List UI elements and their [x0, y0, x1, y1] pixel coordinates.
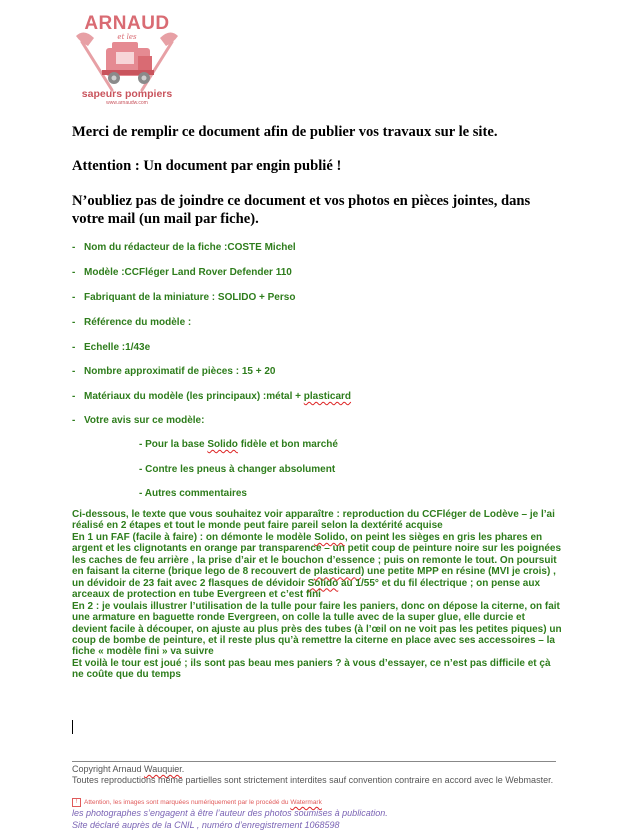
step1-text: , on peint les sièges en gris les phares en argent et les clignotants en orange par transparence – un petit coup de peinture noire sur les poignées les caches de feu arrière , la prise d’air et le bouchon d’essence ; puis on remonte le tout. On poursuit en faisant la citerne (brique lego de 8 recouvert de — [72, 531, 561, 578]
step1-text: ) une petite MPP en résine (MVI je crois) , un dévidoir de 23 fait avec 2 flasques de dévidoir — [72, 566, 556, 589]
footer-copyright — [72, 764, 184, 775]
spellcheck-word: plasticard — [313, 566, 361, 578]
warning-icon: ! — [72, 798, 81, 807]
footer-watermark-notice — [72, 798, 322, 807]
copyright-text-end: . — [181, 764, 185, 774]
field-redacteur — [72, 241, 296, 254]
bullet-dash: - — [72, 366, 76, 377]
text-cursor[interactable] — [72, 720, 73, 734]
field-avis — [72, 414, 204, 427]
field-pieces-text: Nombre approximatif de pièces : 15 + 20 — [84, 366, 276, 377]
attention-heading: Attention : Un document par engin publié ! — [72, 158, 342, 174]
field-fabriquant-text: Fabriquant de la miniature : SOLIDO + Perso — [84, 292, 296, 303]
avis-autres: - Autres commentaires — [139, 488, 247, 499]
spellcheck-word: plasticard — [303, 391, 352, 402]
body-paragraph-conclusion: Et voilà le tour est joué ; ils sont pas beau mes paniers ? à vous d’essayer, ce n’est pas difficile et çà ne coûte que du temps — [72, 657, 551, 681]
avis-pour-text: - Pour la base — [139, 439, 208, 450]
footer-reproductions: Toutes reproductions même partielles sont strictement interdites sauf convention contraire en accord avec le Webmaster. — [72, 775, 554, 785]
avis-pour — [139, 438, 338, 451]
spellcheck-word: Solido — [207, 439, 238, 450]
logo-url: www.arnaudw.com — [106, 100, 148, 106]
bullet-dash: - — [72, 242, 76, 253]
field-materiaux — [72, 390, 351, 403]
avis-contre: - Contre les pneus à changer absolument — [139, 464, 336, 475]
attachments-heading-line2: votre mail (un mail par fiche). — [72, 211, 259, 227]
logo-title: ARNAUD — [84, 13, 170, 34]
body-paragraph-intro: Ci-dessous, le texte que vous souhaitez voir apparaître : reproduction du CCFléger de Lodève – je l’ai réalisé en 2 étapes et tout le monde peut faire pareil selon la dextérité acquise — [72, 509, 555, 532]
field-fabriquant — [72, 291, 295, 304]
logo-subtitle: et les — [117, 33, 137, 41]
field-pieces — [72, 365, 275, 378]
field-reference — [72, 316, 191, 329]
field-modele-text: Modèle :CCFléger Land Rover Defender 110 — [84, 267, 292, 278]
avis-pour-text-end: fidèle et bon marché — [237, 439, 338, 450]
field-materiaux-text: Matériaux du modèle (les principaux) :métal + — [84, 391, 304, 402]
field-redacteur-text: Nom du rédacteur de la fiche :COSTE Michel — [84, 242, 296, 253]
description-body — [72, 509, 562, 681]
attachments-heading-line1: N’oubliez pas de joindre ce document et vos photos en pièces jointes, dans — [72, 193, 531, 209]
spellcheck-word: Wauquier — [144, 764, 182, 774]
arnaud-logo — [72, 12, 182, 108]
footer-cnil: Site déclaré auprès de la CNIL , numéro d’enregistrement 1068598 — [72, 820, 340, 830]
field-echelle — [72, 341, 150, 354]
footer-divider — [72, 761, 556, 762]
body-paragraph-step2: En 2 : je voulais illustrer l’utilisation de la tulle pour faire les paniers, donc on dépose la citerne, on fait une armature en baguette ronde Evergreen, on colle la tulle avec de la super glue, elle durcie et devient facile à découper, on ajuste au plus près des tubes (à l’œil on ne voit pas les petites piques) un coup de bombe de peinture, et il reste plus qu’à remettre la citerne en place avec ses accessoires – la fiche « modèle fini » va suivre — [72, 600, 562, 658]
bullet-dash: - — [72, 342, 76, 353]
intro-heading: Merci de remplir ce document afin de publier vos travaux sur le site. — [72, 124, 498, 140]
bullet-dash: - — [72, 317, 76, 328]
spellcheck-word: Solido — [307, 577, 339, 589]
logo-tagline: sapeurs pompiers — [81, 88, 173, 100]
step1-text: au 1/55° et du fil électrique ; on pense aux arceaux de protection en tube Evergreen et c’est fini — [72, 577, 541, 601]
field-avis-text: Votre avis sur ce modèle: — [84, 415, 205, 426]
bullet-dash: - — [72, 292, 76, 303]
watermark-notice-text: Attention, les images sont marquées numériquement par le procédé du — [84, 799, 291, 807]
spellcheck-word: Solido — [314, 531, 345, 543]
field-echelle-text: Echelle :1/43e — [84, 342, 151, 353]
body-paragraph-step1 — [72, 532, 562, 601]
bullet-dash: - — [72, 391, 76, 402]
field-modele — [72, 266, 292, 279]
field-reference-text: Référence du modèle : — [84, 317, 192, 328]
step1-text: En 1 un FAF (facile à faire) : on démonte le modèle — [72, 531, 315, 543]
bullet-dash: - — [72, 415, 76, 426]
copyright-text: Copyright Arnaud — [72, 764, 145, 774]
bullet-dash: - — [72, 267, 76, 278]
spellcheck-word: Watermark — [290, 799, 322, 807]
footer-photographers: les photographes s’engagent à être l’auteur des photos soumises à publication. — [72, 808, 388, 818]
